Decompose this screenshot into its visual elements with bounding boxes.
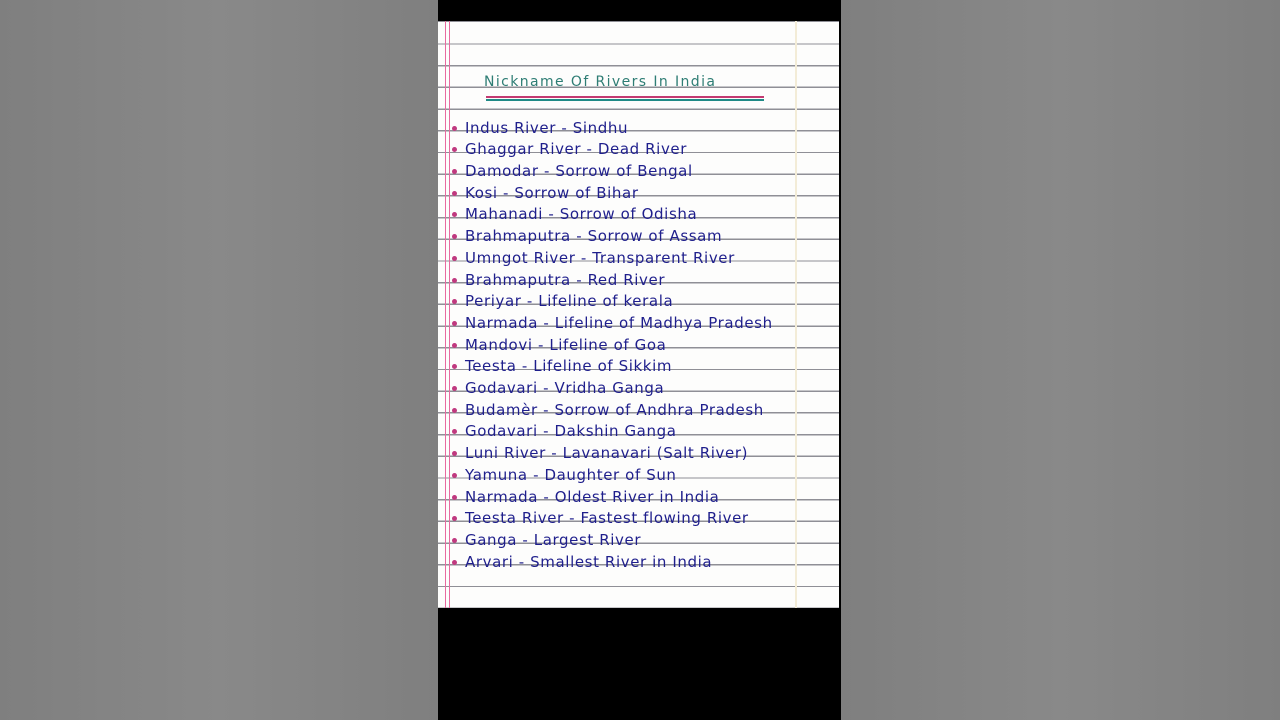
list-item [452,311,832,333]
list-item-text: Indus River - Sindhu [465,118,629,137]
list-item-text: Ghaggar River - Dead River [465,140,688,159]
list-item-text: Kosi - Sorrow of Bihar [465,183,639,202]
bullet-dot [452,147,457,152]
list-item [452,420,832,442]
list-item [452,290,832,312]
list-item [452,181,832,203]
list-item-text: Umngot River - Transparent River [465,248,735,267]
list-item-text: Narmada - Oldest River in India [465,487,720,506]
notebook-page [438,21,839,608]
list-item [452,225,832,247]
blurred-background-right [841,0,1280,720]
list-item-text: Damodar - Sorrow of Bengal [465,162,693,181]
list-item-text: Teesta - Lifeline of Sikkim [465,357,673,376]
blurred-background-left [0,0,438,720]
list-item [452,507,832,529]
bullet-dot [452,560,457,565]
page-title: Nickname Of Rivers In India [484,74,717,90]
bullet-dot [452,386,457,391]
list-item-text: Yamuna - Daughter of Sun [465,465,677,484]
list-item [452,485,832,507]
list-item-text: Teesta River - Fastest flowing River [465,509,749,528]
list-item [452,203,832,225]
list-item [452,116,832,138]
bullet-dot [452,191,457,196]
bullet-dot [452,495,457,500]
margin-line [445,21,446,608]
list-item [452,528,832,550]
list-item-text: Arvari - Smallest River in India [465,552,713,571]
list-item-text: Ganga - Largest River [465,530,642,549]
bullet-dot [452,451,457,456]
bullet-dot [452,126,457,131]
list-item [452,442,832,464]
list-item [452,159,832,181]
bullet-dot [452,473,457,478]
bullet-dot [452,343,457,348]
video-frame [438,0,841,720]
list-item-text: Budamèr - Sorrow of Andhra Pradesh [465,400,764,419]
list-item-text: Brahmaputra - Red River [465,270,666,289]
list-item-text: Periyar - Lifeline of kerala [465,292,674,311]
list-item [452,355,832,377]
title-underline [486,99,764,101]
bullet-dot [452,516,457,521]
bullet-dot [452,408,457,413]
list-item-text: Narmada - Lifeline of Madhya Pradesh [465,313,773,332]
list-item [452,550,832,572]
list-item-text: Mahanadi - Sorrow of Odisha [465,205,698,224]
bullet-dot [452,364,457,369]
bullet-dot [452,169,457,174]
bullet-dot [452,538,457,543]
list-item-text: Luni River - Lavanavari (Salt River) [465,444,749,463]
bullet-dot [452,278,457,283]
bullet-dot [452,429,457,434]
list-item [452,376,832,398]
list-item-text: Brahmaputra - Sorrow of Assam [465,227,723,246]
list-item [452,268,832,290]
bullet-dot [452,256,457,261]
list-item [452,138,832,160]
bullet-dot [452,212,457,217]
list-item [452,398,832,420]
list-item-text: Godavari - Dakshin Ganga [465,422,677,441]
bullet-dot [452,234,457,239]
margin-line [449,21,450,608]
list-item-text: Godavari - Vridha Ganga [465,379,665,398]
list-item-text: Mandovi - Lifeline of Goa [465,335,667,354]
title-underline [486,96,764,98]
list-item [452,246,832,268]
bullet-dot [452,299,457,304]
list-item [452,463,832,485]
list-item [452,333,832,355]
bullet-dot [452,321,457,326]
